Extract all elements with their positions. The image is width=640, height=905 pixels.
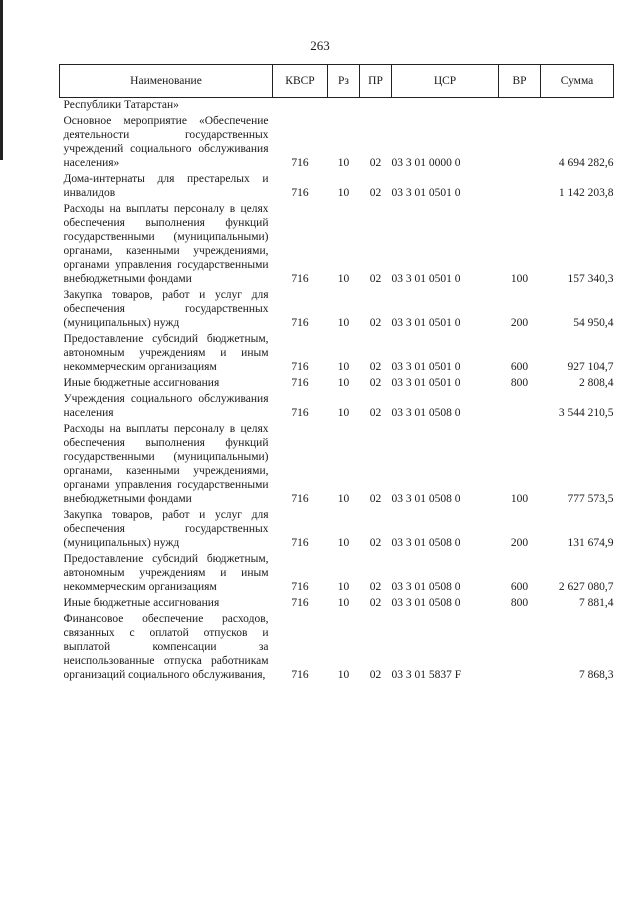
cell-rz: 10 — [337, 361, 350, 373]
budget-table — [59, 64, 614, 684]
cell-csr: 03 3 01 0508 0 — [391, 597, 461, 609]
table-row — [60, 552, 614, 596]
cell-name: Предоставление субсидий бюджетным, автономным учреждениям и иным некоммерческим организациям — [63, 553, 269, 593]
header-name: Наименование — [60, 65, 273, 98]
cell-vr — [499, 98, 541, 115]
cell-rz: 10 — [337, 537, 350, 549]
cell-sum: 4 694 282,6 — [558, 157, 614, 169]
cell-sum: 7 868,3 — [579, 669, 614, 681]
cell-rz: 10 — [337, 317, 350, 329]
cell-vr — [499, 612, 541, 684]
cell-name: Иные бюджетные ассигнования — [63, 377, 220, 389]
table-row — [60, 596, 614, 612]
cell-name: Закупка товаров, работ и услуг для обеспечения государственных (муниципальных) нужд — [63, 509, 269, 549]
cell-kvsr: 716 — [291, 273, 309, 285]
cell-sum: 777 573,5 — [567, 493, 614, 505]
cell-csr: 03 3 01 5837 F — [391, 669, 462, 681]
cell-name: Иные бюджетные ассигнования — [63, 597, 220, 609]
cell-sum: 3 544 210,5 — [558, 407, 614, 419]
cell-csr: 03 3 01 0501 0 — [391, 187, 461, 199]
cell-vr: 100 — [510, 273, 529, 285]
cell-kvsr: 716 — [291, 493, 309, 505]
table-row — [60, 288, 614, 332]
header-row — [60, 65, 614, 98]
cell-rz: 10 — [337, 407, 350, 419]
table-row — [60, 202, 614, 288]
cell-name: Дома-интернаты для престарелых и инвалидов — [63, 173, 269, 199]
cell-vr: 100 — [510, 493, 529, 505]
header-sum: Сумма — [541, 65, 614, 98]
cell-sum: 2 627 080,7 — [558, 581, 614, 593]
cell-csr: 03 3 01 0501 0 — [391, 317, 461, 329]
cell-kvsr: 716 — [291, 669, 309, 681]
table-row — [60, 612, 614, 684]
cell-sum — [541, 98, 614, 115]
table-header — [60, 65, 614, 98]
cell-pr: 02 — [369, 187, 382, 199]
cell-csr — [392, 98, 499, 115]
cell-name: Республики Татарстан» — [63, 99, 179, 111]
cell-kvsr: 716 — [291, 597, 309, 609]
header-vr: ВР — [499, 65, 541, 98]
cell-vr: 600 — [510, 361, 529, 373]
cell-vr: 800 — [510, 377, 529, 389]
header-pr: ПР — [360, 65, 392, 98]
cell-vr: 200 — [510, 537, 529, 549]
cell-vr: 200 — [510, 317, 529, 329]
header-rz: Рз — [328, 65, 360, 98]
table-row — [60, 376, 614, 392]
cell-csr: 03 3 01 0501 0 — [391, 273, 461, 285]
cell-kvsr — [273, 98, 328, 115]
cell-rz: 10 — [337, 187, 350, 199]
cell-vr — [499, 114, 541, 172]
cell-pr: 02 — [369, 597, 382, 609]
table-row — [60, 422, 614, 508]
cell-name: Финансовое обеспечение расходов, связанных с оплатой отпусков и выплатой компенсации за неиспользованные отпуска работникам организаций социального обслуживания, — [63, 613, 269, 681]
cell-name: Основное мероприятие «Обеспечение деятельности государственных учреждений социального обслуживания населения» — [63, 115, 269, 169]
cell-csr: 03 3 01 0501 0 — [391, 361, 461, 373]
table-row — [60, 508, 614, 552]
cell-pr: 02 — [369, 407, 382, 419]
cell-kvsr: 716 — [291, 581, 309, 593]
cell-sum: 1 142 203,8 — [558, 187, 614, 199]
cell-kvsr: 716 — [291, 407, 309, 419]
cell-csr: 03 3 01 0508 0 — [391, 581, 461, 593]
cell-csr: 03 3 01 0000 0 — [391, 157, 461, 169]
cell-vr: 600 — [510, 581, 529, 593]
cell-rz — [328, 98, 360, 115]
header-kvsr: КВСР — [273, 65, 328, 98]
table-row — [60, 332, 614, 376]
cell-sum: 2 808,4 — [579, 377, 614, 389]
cell-pr: 02 — [369, 581, 382, 593]
cell-vr — [499, 172, 541, 202]
cell-kvsr: 716 — [291, 187, 309, 199]
cell-rz: 10 — [337, 273, 350, 285]
cell-name: Расходы на выплаты персоналу в целях обеспечения выполнения функций государственными (муниципальными) органами, казенными учреждениями, органами управления государственными внебюджетными фондами — [63, 203, 269, 285]
cell-sum: 157 340,3 — [567, 273, 614, 285]
header-csr: ЦСР — [392, 65, 499, 98]
cell-csr: 03 3 01 0508 0 — [391, 407, 461, 419]
cell-name: Расходы на выплаты персоналу в целях обеспечения выполнения функций государственными (муниципальными) органами, казенными учреждениями, органами управления государственными внебюджетными фондами — [63, 423, 269, 505]
cell-kvsr: 716 — [291, 157, 309, 169]
cell-name: Закупка товаров, работ и услуг для обеспечения государственных (муниципальных) нужд — [63, 289, 269, 329]
cell-rz: 10 — [337, 377, 350, 389]
cell-pr: 02 — [369, 537, 382, 549]
table-row — [60, 98, 614, 115]
binding-edge-line — [0, 0, 3, 160]
page-number: 263 — [310, 38, 330, 53]
cell-pr — [360, 98, 392, 115]
cell-pr: 02 — [369, 273, 382, 285]
cell-pr: 02 — [369, 157, 382, 169]
cell-csr: 03 3 01 0501 0 — [391, 377, 461, 389]
cell-name: Предоставление субсидий бюджетным, автономным учреждениям и иным некоммерческим организациям — [63, 333, 269, 373]
cell-kvsr: 716 — [291, 361, 309, 373]
cell-csr: 03 3 01 0508 0 — [391, 493, 461, 505]
cell-sum: 54 950,4 — [573, 317, 614, 329]
cell-sum: 7 881,4 — [579, 597, 614, 609]
cell-kvsr: 716 — [291, 317, 309, 329]
cell-kvsr: 716 — [291, 537, 309, 549]
table-row — [60, 392, 614, 422]
cell-pr: 02 — [369, 377, 382, 389]
cell-rz: 10 — [337, 157, 350, 169]
cell-pr: 02 — [369, 317, 382, 329]
cell-csr: 03 3 01 0508 0 — [391, 537, 461, 549]
cell-sum: 131 674,9 — [567, 537, 614, 549]
cell-rz: 10 — [337, 493, 350, 505]
table-row — [60, 172, 614, 202]
cell-sum: 927 104,7 — [567, 361, 614, 373]
table-body — [60, 98, 614, 685]
cell-pr: 02 — [369, 361, 382, 373]
cell-vr — [499, 392, 541, 422]
cell-vr: 800 — [510, 597, 529, 609]
cell-pr: 02 — [369, 669, 382, 681]
cell-rz: 10 — [337, 669, 350, 681]
cell-rz: 10 — [337, 597, 350, 609]
cell-pr: 02 — [369, 493, 382, 505]
cell-name: Учреждения социального обслуживания населения — [63, 393, 269, 419]
cell-kvsr: 716 — [291, 377, 309, 389]
table-row — [60, 114, 614, 172]
cell-rz: 10 — [337, 581, 350, 593]
